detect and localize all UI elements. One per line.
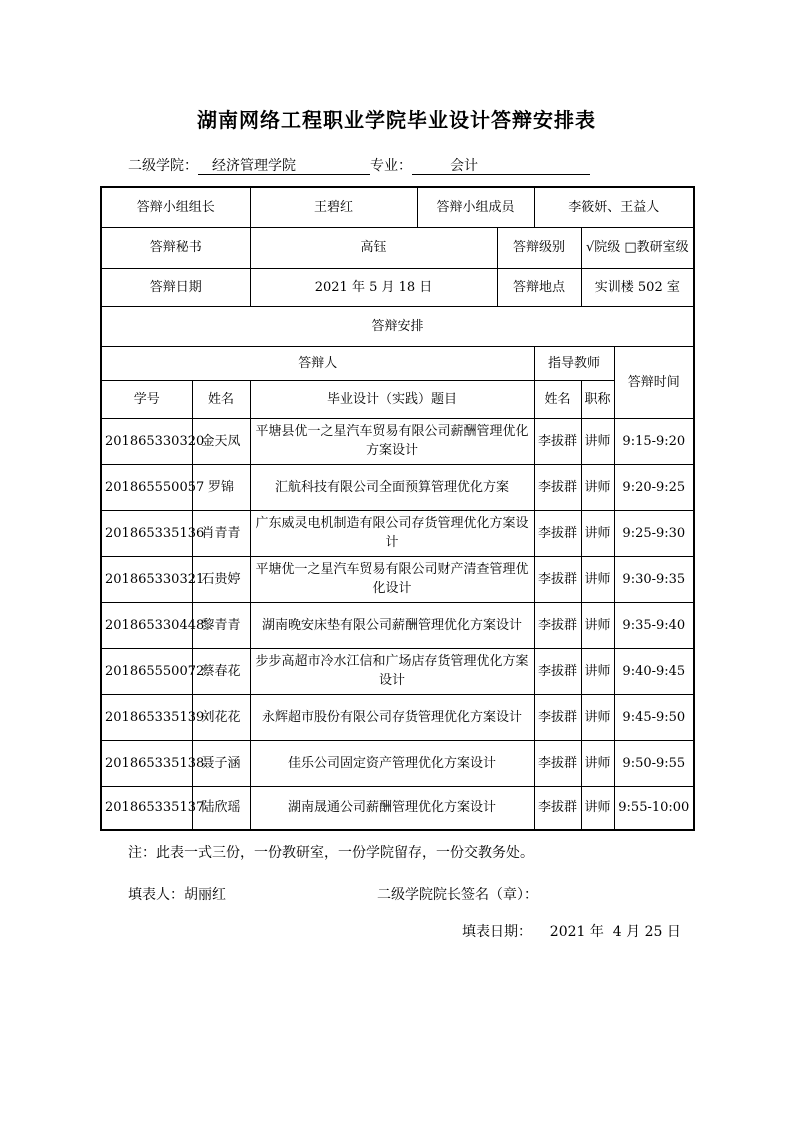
advisor-name: 李拔群 (534, 648, 581, 694)
advisor-header: 指导教师 (534, 346, 614, 380)
student-id: 201865330321 (101, 556, 192, 602)
schedule-heading-row (101, 306, 694, 346)
members-label: 答辩小组成员 (417, 187, 534, 227)
advisor-name: 李拔群 (534, 510, 581, 556)
advisor-name: 李拔群 (534, 418, 581, 464)
student-id: 201865335138 (101, 740, 192, 786)
advisor-name-header: 姓名 (534, 380, 581, 418)
table-row (101, 648, 694, 694)
table-row (101, 418, 694, 464)
topic: 湖南晚安床垫有限公司薪酬管理优化方案设计 (250, 602, 534, 648)
filler: 填表人：胡丽红 (128, 887, 226, 903)
defense-time: 9:35-9:40 (614, 602, 694, 648)
table-row (101, 464, 694, 510)
header-row-1 (101, 346, 694, 380)
leader-label: 答辩小组组长 (101, 187, 250, 227)
advisor-title: 讲师 (581, 740, 614, 786)
document-title: 湖南网络工程职业学院毕业设计答辩安排表 (197, 108, 596, 132)
schedule-heading: 答辩安排 (101, 306, 694, 346)
secretary-label: 答辩秘书 (101, 227, 250, 268)
note: 注：此表一式三份，一份教研室，一份学院留存，一份交教务处。 (128, 845, 534, 861)
defense-time: 9:20-9:25 (614, 464, 694, 510)
table-row (101, 740, 694, 786)
leader-row (101, 187, 694, 227)
defense-time: 9:50-9:55 (614, 740, 694, 786)
student-header: 答辩人 (101, 346, 534, 380)
members-value: 李筱妍、王益人 (534, 187, 694, 227)
id-header: 学号 (101, 380, 192, 418)
place-label: 答辩地点 (497, 268, 581, 306)
advisor-title: 讲师 (581, 510, 614, 556)
defense-time: 9:30-9:35 (614, 556, 694, 602)
advisor-title: 讲师 (581, 602, 614, 648)
defense-schedule-table (100, 186, 695, 831)
advisor-title: 讲师 (581, 464, 614, 510)
table-row (101, 556, 694, 602)
student-id: 201865550072 (101, 648, 192, 694)
header-row-2 (101, 380, 694, 418)
defense-time: 9:45-9:50 (614, 694, 694, 740)
advisor-name: 李拔群 (534, 786, 581, 830)
advisor-title-header: 职称 (581, 380, 614, 418)
table-row (101, 602, 694, 648)
topic: 平塘县优一之星汽车贸易有限公司薪酬管理优化方案设计 (250, 418, 534, 464)
place-value: 实训楼 502 室 (581, 268, 694, 306)
date-label: 答辩日期 (101, 268, 250, 306)
student-name: 肖青青 (192, 510, 250, 556)
advisor-title: 讲师 (581, 418, 614, 464)
major-value: 会计 (412, 158, 590, 175)
table-row (101, 510, 694, 556)
student-name: 黎青青 (192, 602, 250, 648)
defense-time: 9:25-9:30 (614, 510, 694, 556)
student-id: 201865335136 (101, 510, 192, 556)
time-header: 答辩时间 (614, 346, 694, 418)
advisor-name: 李拔群 (534, 602, 581, 648)
advisor-name: 李拔群 (534, 740, 581, 786)
major-label: 专业： (370, 158, 412, 174)
table-row (101, 694, 694, 740)
student-id: 201865330320 (101, 418, 192, 464)
advisor-title: 讲师 (581, 556, 614, 602)
college-label: 二级学院： (128, 158, 198, 174)
advisor-title: 讲师 (581, 694, 614, 740)
advisor-name: 李拔群 (534, 464, 581, 510)
student-name: 金天凤 (192, 418, 250, 464)
secretary-value: 高钰 (250, 227, 497, 268)
student-name: 刘花花 (192, 694, 250, 740)
student-id: 201865335137 (101, 786, 192, 830)
dean-signature: 二级学院院长签名（章）： (377, 887, 538, 903)
secretary-row (101, 227, 694, 268)
topic: 佳乐公司固定资产管理优化方案设计 (250, 740, 534, 786)
student-name: 聂子涵 (192, 740, 250, 786)
student-id: 201865330448 (101, 602, 192, 648)
defense-time: 9:40-9:45 (614, 648, 694, 694)
date-row (101, 268, 694, 306)
defense-time: 9:15-9:20 (614, 418, 694, 464)
topic: 汇航科技有限公司全面预算管理优化方案 (250, 464, 534, 510)
advisor-name: 李拔群 (534, 556, 581, 602)
student-name: 蔡春花 (192, 648, 250, 694)
topic: 永辉超市股份有限公司存货管理优化方案设计 (250, 694, 534, 740)
college-value: 经济管理学院 (198, 158, 370, 175)
level-label: 答辩级别 (497, 227, 581, 268)
topic: 广东威灵电机制造有限公司存货管理优化方案设计 (250, 510, 534, 556)
student-id: 201865550057 (101, 464, 192, 510)
leader-value: 王碧红 (250, 187, 417, 227)
topic: 平塘优一之星汽车贸易有限公司财产清查管理优化设计 (250, 556, 534, 602)
defense-time: 9:55-10:00 (614, 786, 694, 830)
college-major-line (128, 155, 590, 175)
topic: 步步高超市冷水江信和广场店存货管理优化方案设计 (250, 648, 534, 694)
advisor-title: 讲师 (581, 786, 614, 830)
topic: 湖南晟通公司薪酬管理优化方案设计 (250, 786, 534, 830)
student-name: 罗锦 (192, 464, 250, 510)
advisor-title: 讲师 (581, 648, 614, 694)
student-id: 201865335139 (101, 694, 192, 740)
student-name: 石贵婷 (192, 556, 250, 602)
student-name: 陆欣瑶 (192, 786, 250, 830)
level-value: √院级 □教研室级 (581, 227, 694, 268)
date-value: 2021 年 5 月 18 日 (250, 268, 497, 306)
table-row (101, 786, 694, 830)
name-header: 姓名 (192, 380, 250, 418)
advisor-name: 李拔群 (534, 694, 581, 740)
topic-header: 毕业设计（实践）题目 (250, 380, 534, 418)
schedule-rows (101, 418, 694, 830)
fill-date: 填表日期： 2021 年 4 月 25 日 (462, 924, 681, 940)
